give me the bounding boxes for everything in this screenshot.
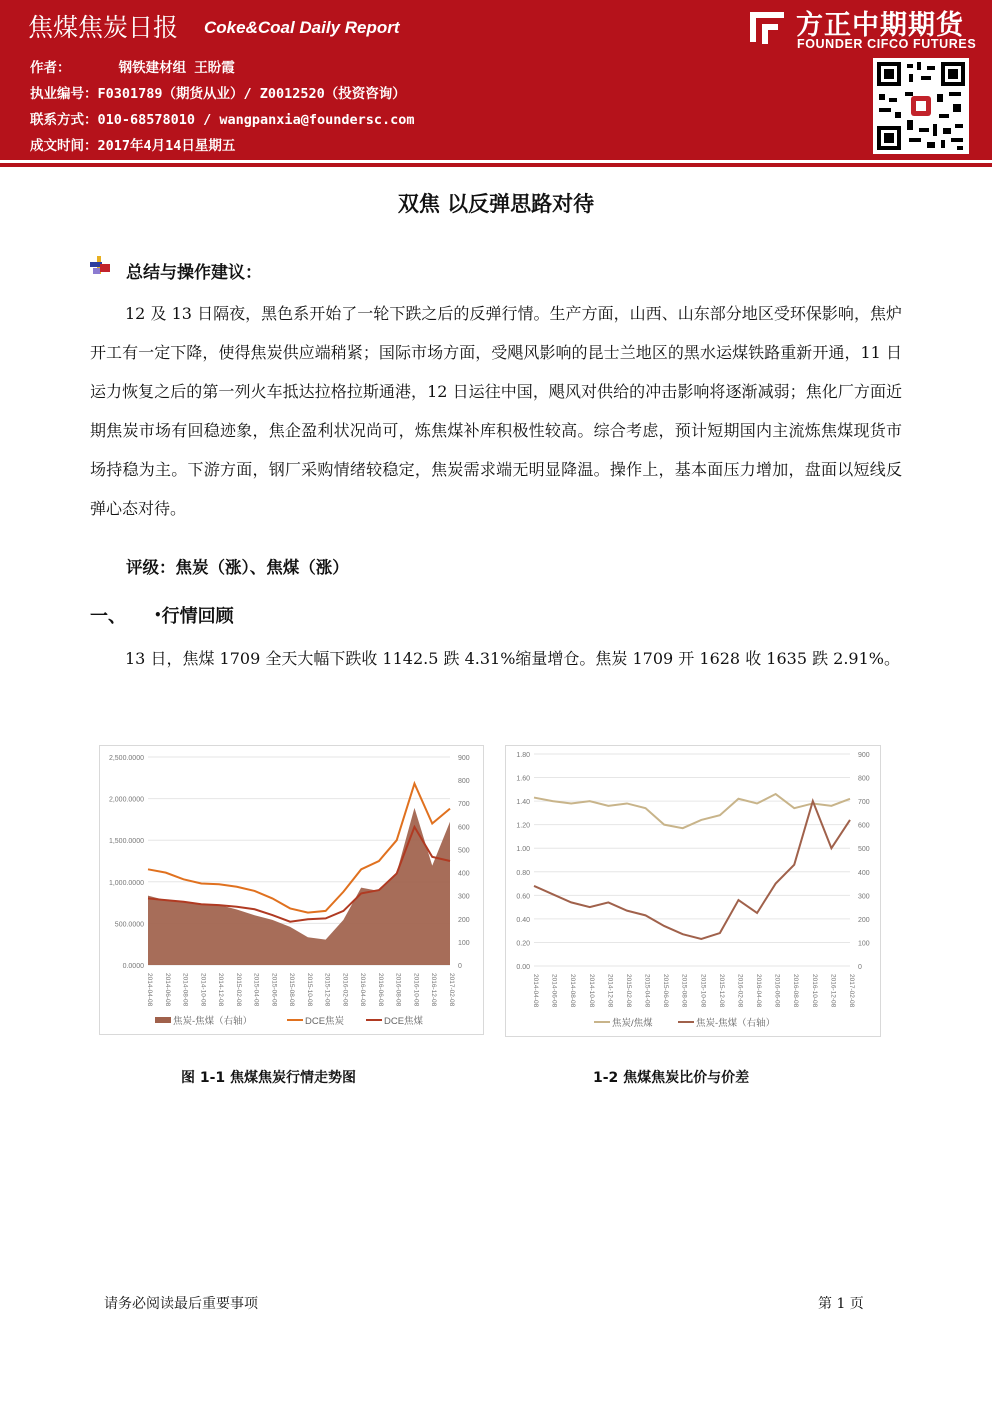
x-tick-label: 2015-12-08 — [323, 973, 331, 1007]
summary-paragraph: 12 及 13 日隔夜，黑色系开始了一轮下跌之后的反弹行情。生产方面，山西、山东部分地区受环保影响，焦炉开工有一定下降，使得焦炭供应端稍紧；国际市场方面，受飓风影响的昆士兰地区的黑水运煤铁路重新开通，11 日运力恢复之后的第一列火车抵达拉格拉斯通港，12 日运往中国，飓风对供给的冲击影响将逐渐减弱；焦化厂方面近期焦炭市场有回稳迹象，焦企盈利状况尚可，炼焦煤补库积极性较高。综合考虑，预计短期国内主流炼焦煤现货市场持稳为主。下游方面，钢厂采购情绪较稳定，焦炭需求端无明显降温。操作上，基本面压力增加，盘面以短线反弹心态对待。 — [90, 304, 902, 518]
section1-paragraph: 13 日，焦煤 1709 全天大幅下跌收 1142.5 跌 4.31%缩量增仓。焦炭 1709 开 1628 收 1635 跌 2.91%。 — [125, 649, 900, 668]
section-number: 一、 — [90, 606, 126, 627]
series-line-1 — [534, 801, 850, 939]
x-tick-label: 2015-06-08 — [270, 973, 278, 1007]
y-right-tick-label: 700 — [858, 799, 870, 807]
x-tick-label: 2015-10-08 — [699, 974, 707, 1008]
author-label: 作者： — [30, 60, 71, 76]
qr-code-icon — [873, 58, 969, 154]
date-label: 成文时间： — [30, 138, 98, 154]
y-right-tick-label: 700 — [458, 801, 470, 809]
x-tick-label: 2014-06-08 — [550, 974, 558, 1008]
report-header — [0, 0, 992, 160]
y-left-tick-label: 0.20 — [516, 940, 530, 948]
bullet-blocks-icon — [90, 256, 112, 276]
y-right-tick-label: 300 — [458, 893, 470, 901]
x-tick-label: 2016-02-08 — [341, 973, 349, 1007]
license-label: 执业编号： — [30, 86, 98, 102]
report-title-cn: 焦煤焦炭日报 — [28, 13, 179, 42]
x-tick-label: 2014-12-08 — [217, 973, 225, 1007]
y-right-tick-label: 400 — [458, 870, 470, 878]
legend-label: 焦炭/焦煤 — [612, 1018, 653, 1029]
y-right-tick-label: 800 — [858, 775, 870, 783]
company-logo-en: FOUNDER CIFCO FUTURES — [797, 37, 977, 51]
y-left-tick-label: 0.0000 — [122, 963, 144, 970]
y-right-tick-label: 900 — [858, 752, 870, 759]
x-tick-label: 2014-04-08 — [532, 974, 539, 1008]
chart2-svg — [506, 746, 880, 1036]
legend-label: 焦炭-焦煤（右轴） — [173, 1016, 253, 1027]
report-title-en: Coke&Coal Daily Report — [204, 18, 400, 37]
x-tick-label: 2014-10-08 — [587, 974, 595, 1008]
x-tick-label: 2015-02-08 — [624, 974, 632, 1008]
date-value: 2017年4月14日星期五 — [97, 138, 236, 154]
y-right-tick-label: 200 — [858, 916, 870, 924]
x-tick-label: 2015-08-08 — [680, 974, 688, 1008]
bullet-dot-icon: • — [154, 608, 162, 622]
legend-label: DCE焦煤 — [384, 1016, 424, 1027]
x-tick-label: 2016-06-08 — [376, 973, 384, 1007]
x-tick-label: 2014-08-08 — [569, 974, 577, 1008]
y-right-tick-label: 500 — [858, 846, 870, 854]
legend-label: DCE焦炭 — [305, 1016, 345, 1027]
author-value: 钢铁建材组 王盼霞 — [118, 60, 235, 76]
x-tick-label: 2016-10-08 — [810, 974, 818, 1008]
section-title — [154, 602, 234, 628]
x-tick-label: 2014-06-08 — [163, 973, 171, 1007]
license-line — [30, 82, 406, 102]
x-tick-label: 2015-06-08 — [662, 974, 670, 1008]
date-line — [30, 134, 235, 154]
y-left-tick-label: 0.00 — [516, 964, 530, 971]
header-divider — [0, 163, 992, 167]
y-right-tick-label: 0 — [858, 964, 862, 971]
document-title: 双焦 以反弹思路对待 — [397, 192, 595, 216]
author-line — [30, 56, 235, 76]
y-right-tick-label: 600 — [458, 824, 470, 832]
y-left-tick-label: 1,500.0000 — [108, 838, 144, 846]
y-left-tick-label: 1,000.0000 — [108, 879, 144, 887]
page-number: 第 1 页 — [818, 1296, 864, 1312]
x-tick-label: 2016-12-08 — [430, 973, 438, 1007]
chart-coke-coal-ratio — [505, 745, 881, 1037]
x-tick-label: 2014-12-08 — [606, 974, 614, 1008]
y-left-tick-label: 1.00 — [516, 846, 530, 854]
x-tick-label: 2015-02-08 — [234, 973, 242, 1007]
y-right-tick-label: 500 — [458, 847, 470, 855]
y-right-tick-label: 800 — [458, 778, 470, 786]
y-left-tick-label: 2,000.0000 — [108, 796, 144, 804]
y-right-tick-label: 400 — [858, 869, 870, 877]
x-tick-label: 2017-02-08 — [448, 973, 455, 1007]
x-tick-label: 2016-06-08 — [773, 974, 781, 1008]
y-right-tick-label: 100 — [458, 939, 470, 947]
y-left-tick-label: 2,500.0000 — [108, 755, 144, 762]
contact-line — [30, 108, 414, 128]
y-right-tick-label: 0 — [458, 963, 462, 970]
y-left-tick-label: 1.80 — [516, 752, 530, 759]
section-title-text: 行情回顾 — [161, 606, 234, 627]
summary-heading: 总结与操作建议： — [126, 263, 262, 283]
y-left-tick-label: 500.0000 — [114, 921, 144, 929]
y-left-tick-label: 0.40 — [516, 916, 530, 924]
chart1-caption: 图 1-1 焦煤焦炭行情走势图 — [181, 1070, 357, 1086]
chart2-caption: 1-2 焦煤焦炭比价与价差 — [593, 1070, 750, 1086]
x-tick-label: 2016-04-08 — [755, 974, 763, 1008]
x-tick-label: 2016-08-08 — [394, 973, 402, 1007]
x-tick-label: 2014-10-08 — [199, 973, 207, 1007]
y-left-tick-label: 0.60 — [516, 893, 530, 901]
chart-coke-coal-trend — [99, 745, 484, 1035]
y-left-tick-label: 1.60 — [516, 775, 530, 783]
x-tick-label: 2016-04-08 — [359, 973, 367, 1007]
y-right-tick-label: 900 — [458, 755, 470, 762]
y-left-tick-label: 1.40 — [516, 799, 530, 807]
y-right-tick-label: 300 — [858, 893, 870, 901]
y-right-tick-label: 600 — [858, 822, 870, 830]
y-right-tick-label: 100 — [858, 940, 870, 948]
x-tick-label: 2015-04-08 — [252, 973, 260, 1007]
chart1-svg — [100, 746, 483, 1034]
x-tick-label: 2015-12-08 — [717, 974, 725, 1008]
x-tick-label: 2016-12-08 — [829, 974, 837, 1008]
x-tick-label: 2017-02-08 — [848, 974, 855, 1008]
contact-label: 联系方式： — [30, 112, 98, 128]
rating-line: 评级：焦炭（涨）、焦煤（涨） — [126, 558, 349, 577]
contact-value: 010-68578010 / wangpanxia@foundersc.com — [97, 112, 415, 128]
founder-logo-icon — [744, 8, 788, 48]
company-logo-cn: 方正中期期货 — [796, 10, 964, 41]
license-value: F0301789（期货从业）/ Z0012520（投资咨询） — [97, 86, 406, 102]
legend-label: 焦炭-焦煤（右轴） — [696, 1018, 776, 1029]
footer-notice: 请务必阅读最后重要事项 — [104, 1296, 258, 1312]
x-tick-label: 2015-04-08 — [643, 974, 651, 1008]
series-line-0 — [534, 794, 850, 828]
x-tick-label: 2014-08-08 — [181, 973, 189, 1007]
y-left-tick-label: 1.20 — [516, 822, 530, 830]
legend-swatch — [155, 1017, 171, 1023]
series-area-0 — [148, 808, 450, 965]
y-left-tick-label: 0.80 — [516, 869, 530, 877]
x-tick-label: 2015-08-08 — [288, 973, 296, 1007]
y-right-tick-label: 200 — [458, 916, 470, 924]
x-tick-label: 2016-10-08 — [412, 973, 420, 1007]
x-tick-label: 2015-10-08 — [305, 973, 313, 1007]
x-tick-label: 2016-08-08 — [792, 974, 800, 1008]
x-tick-label: 2014-04-08 — [146, 973, 153, 1007]
x-tick-label: 2016-02-08 — [736, 974, 744, 1008]
